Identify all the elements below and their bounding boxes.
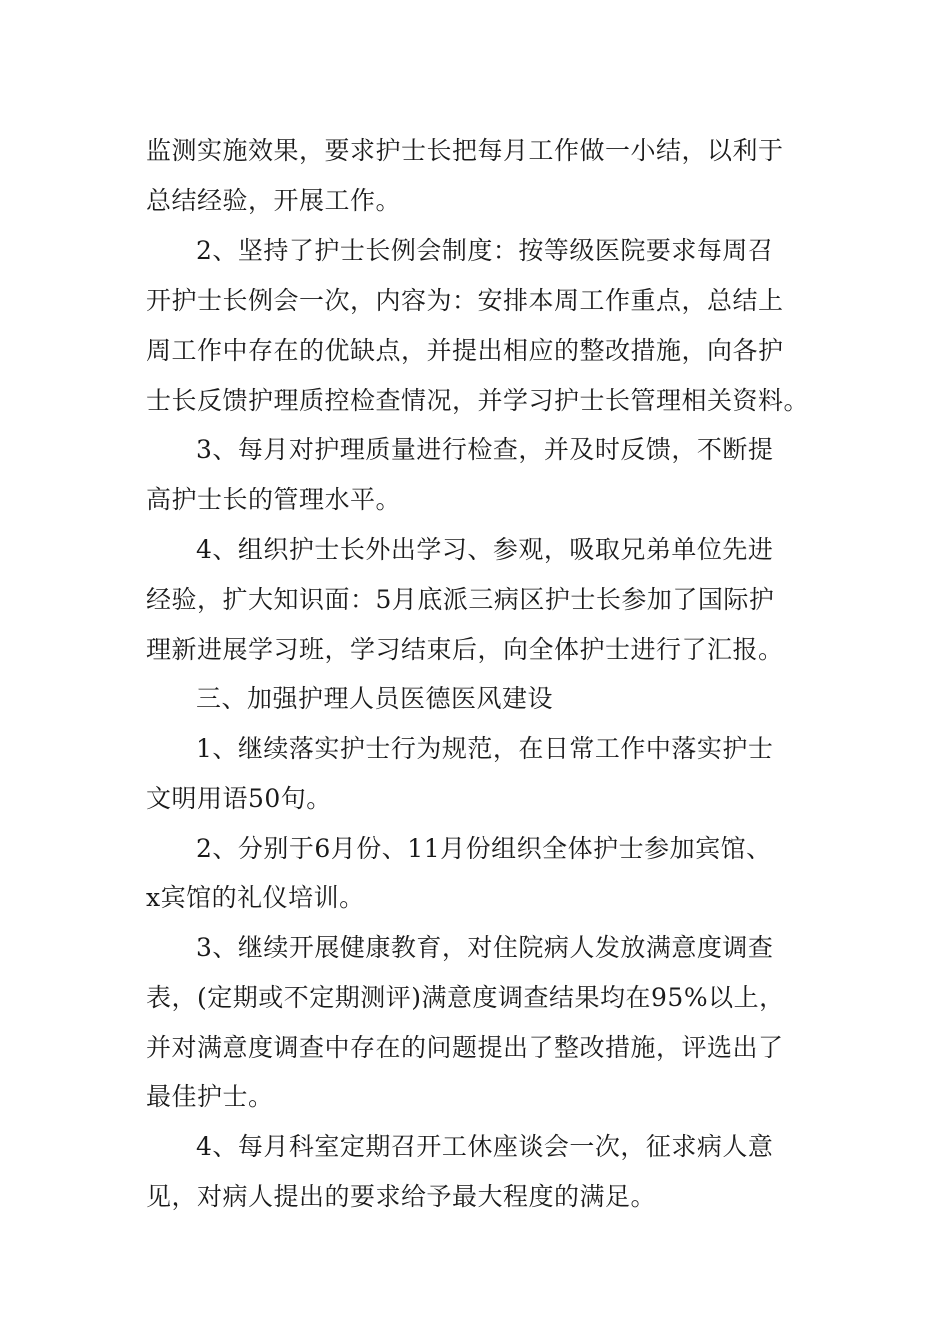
paragraph-start-line: 2、坚持了护士长例会制度：按等级医院要求每周召 — [196, 236, 774, 265]
text-line: 开护士长例会一次，内容为：安排本周工作重点，总结上 — [146, 286, 784, 315]
text-line: 经验，扩大知识面：5月底派三病区护士长参加了国际护 — [146, 585, 775, 614]
text-line: 监测实施效果，要求护士长把每月工作做一小结，以利于 — [146, 136, 784, 165]
text-line: 见，对病人提出的要求给予最大程度的满足。 — [146, 1182, 657, 1211]
text-line: 文明用语50句。 — [146, 784, 332, 813]
text-line: 士长反馈护理质控检查情况，并学习护士长管理相关资料。 — [146, 386, 810, 415]
text-line: 并对满意度调查中存在的问题提出了整改措施，评选出了 — [146, 1033, 784, 1062]
text-line: 表，(定期或不定期测评)满意度调查结果均在95%以上， — [146, 983, 785, 1012]
paragraph-start-line: 1、继续落实护士行为规范，在日常工作中落实护士 — [196, 734, 774, 763]
text-line: 周工作中存在的优缺点，并提出相应的整改措施，向各护 — [146, 336, 784, 365]
section-heading: 三、加强护理人员医德医风建设 — [196, 684, 554, 713]
text-line: 高护士长的管理水平。 — [146, 485, 402, 514]
paragraph-start-line: 3、继续开展健康教育，对住院病人发放满意度调查 — [196, 933, 774, 962]
paragraph-start-line: 4、每月科室定期召开工休座谈会一次，征求病人意 — [196, 1132, 774, 1161]
text-line: 理新进展学习班，学习结束后，向全体护士进行了汇报。 — [146, 635, 784, 664]
text-line: 最佳护士。 — [146, 1082, 274, 1111]
text-line: 总结经验，开展工作。 — [146, 186, 402, 215]
paragraph-start-line: 4、组织护士长外出学习、参观，吸取兄弟单位先进 — [196, 535, 774, 564]
paragraph-start-line: 2、分别于6月份、11月份组织全体护士参加宾馆、 — [196, 834, 772, 863]
text-line: x宾馆的礼仪培训。 — [146, 883, 365, 912]
paragraph-start-line: 3、每月对护理质量进行检查，并及时反馈，不断提 — [196, 435, 774, 464]
